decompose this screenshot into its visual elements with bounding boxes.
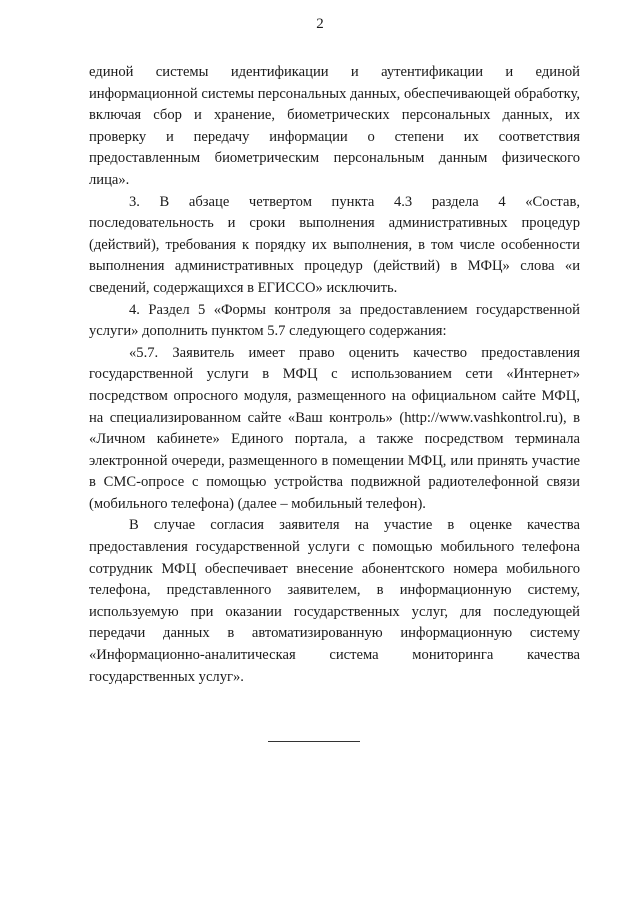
paragraph-consent: В случае согласия заявителя на участие в оценке качества предоставления государственной услуги с помощью мобильного телефона сотрудник МФЦ обеспечивает внесение абонентского номера мобильного телефона, представленного заявителем, в информационную систему, используемую при оказании государственных услуг, для последующей передачи данных в автоматизированную информационную систему «Информационно-аналитическая система мониторинга качества государственных услуг».	[89, 517, 580, 685]
paragraph-item-3: 3. В абзаце четвертом пункта 4.3 раздела 4 «Состав, последовательность и сроки выполнения административных процедур (действий), требования к порядку их выполнения, в том числе особенности выполнения административных процедур (действий) в МФЦ» слова «и сведений, содержащихся в ЕГИССО» исключить.	[89, 193, 580, 296]
paragraph-item-4: 4. Раздел 5 «Формы контроля за предоставлением государственной услуги» дополнить пунктом 5.7 следующего содержания:	[89, 301, 580, 340]
paragraph-continuation: единой системы идентификации и аутентификации и единой информационной системы персональных данных, обеспечивающей обработку, включая сбор и хранение, биометрических персональных данных, их проверку и передачу информации о степени их соответствия предоставленным биометрическим персональным данным физического лица».	[89, 64, 580, 188]
end-separator-line	[268, 741, 360, 742]
document-body	[89, 62, 580, 688]
page-number: 2	[316, 16, 324, 32]
paragraph-clause-5-7: «5.7. Заявитель имеет право оценить качество предоставления государственной услуги в МФЦ с использованием сети «Интернет» посредством опросного модуля, размещенного на официальном сайте МФЦ, на специализированном сайте «Ваш контроль» (http://www.vashkontrol.ru), в «Личном кабинете» Единого портала, а также посредством терминала электронной очереди, размещенного в помещении МФЦ, или принять участие в СМС-опросе с помощью устройства подвижной радиотелефонной связи (мобильного телефона) (далее – мобильный телефон).	[89, 344, 580, 512]
